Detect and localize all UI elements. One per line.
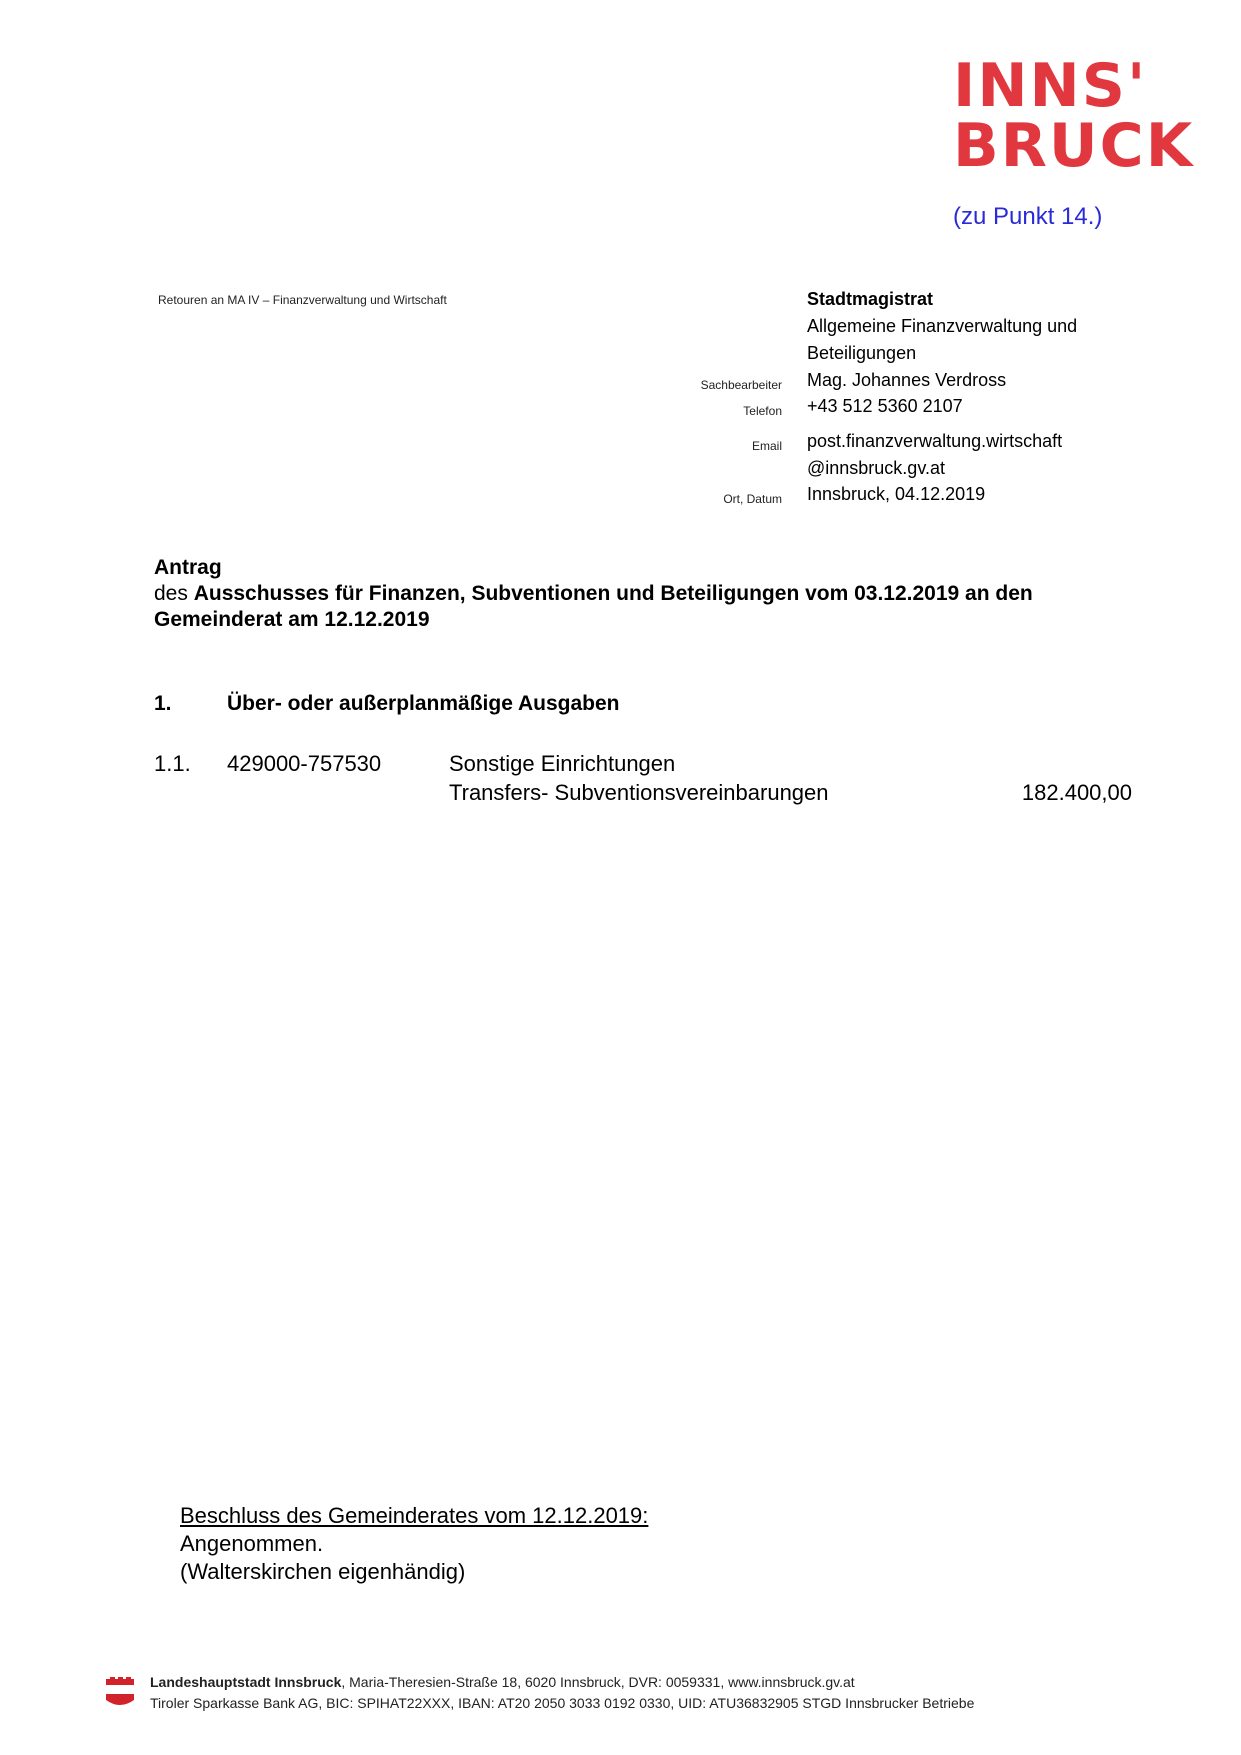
innsbruck-logo — [953, 51, 1195, 181]
email-value-line-2[interactable]: @innsbruck.gv.at — [807, 458, 945, 478]
footer — [150, 1672, 974, 1714]
footer-address: , Maria-Theresien-Straße 18, 6020 Innsbruck, DVR: 0059331, www.innsbruck.gv.at — [341, 1674, 855, 1690]
section-title: Über- oder außerplanmäßige Ausgaben — [227, 692, 620, 715]
footer-organization: Landeshauptstadt Innsbruck — [150, 1674, 342, 1690]
agenda-point-reference: (zu Punkt 14.) — [953, 203, 1103, 230]
antrag-committee: Ausschusses für Finanzen, Subventionen und Beteiligungen vom 03.12.2019 an den — [193, 582, 1033, 605]
item-description-line-1: Sonstige Einrichtungen — [449, 751, 676, 776]
antrag-line-2 — [154, 581, 1033, 607]
datum-value: Innsbruck, 04.12.2019 — [807, 484, 986, 504]
office-department-line-2: Beteiligungen — [807, 343, 917, 363]
email-value-line-1[interactable]: post.finanzverwaltung.wirtschaft — [807, 431, 1063, 451]
footer-line-2: Tiroler Sparkasse Bank AG, BIC: SPIHAT22XXX, IBAN: AT20 2050 3033 0192 0330, UID: ATU36832905 STGD Innsbrucker Betriebe — [150, 1695, 975, 1711]
email-label: Email — [751, 439, 782, 453]
item-amount: 182.400,00 — [1021, 780, 1132, 805]
datum-label: Ort, Datum — [723, 492, 782, 506]
antrag-des: des — [154, 582, 194, 605]
antrag-line-3: Gemeinderat am 12.12.2019 — [154, 608, 430, 631]
item-account: 429000-757530 — [227, 751, 382, 776]
logo-line-2: BRUCK — [953, 111, 1195, 181]
sachbearbeiter-label: Sachbearbeiter — [700, 378, 782, 392]
item-number: 1.1. — [154, 751, 191, 776]
antrag-title: Antrag — [154, 556, 222, 579]
office-block — [807, 286, 1077, 367]
antrag-heading — [154, 555, 1033, 633]
resolution-block — [180, 1502, 648, 1586]
telefon-label: Telefon — [743, 404, 782, 418]
office-department-line-1: Allgemeine Finanzverwaltung und — [807, 316, 1078, 336]
footer-line-1 — [150, 1672, 974, 1693]
return-address: Retouren an MA IV – Finanzverwaltung und Wirtschaft — [158, 293, 447, 307]
telefon-value: +43 512 5360 2107 — [807, 396, 963, 416]
item-description-line-2: Transfers- Subventionsvereinbarungen — [449, 780, 829, 805]
resolution-note: (Walterskirchen eigenhändig) — [180, 1559, 466, 1584]
sachbearbeiter-value: Mag. Johannes Verdross — [807, 370, 1007, 390]
logo-line-1: INNS' — [953, 51, 1148, 121]
office-name: Stadtmagistrat — [807, 289, 934, 309]
resolution-heading: Beschluss des Gemeinderates vom 12.12.2019: — [180, 1503, 649, 1528]
section-number: 1. — [154, 692, 172, 715]
resolution-result: Angenommen. — [180, 1531, 324, 1556]
city-crest-icon — [106, 1676, 134, 1710]
